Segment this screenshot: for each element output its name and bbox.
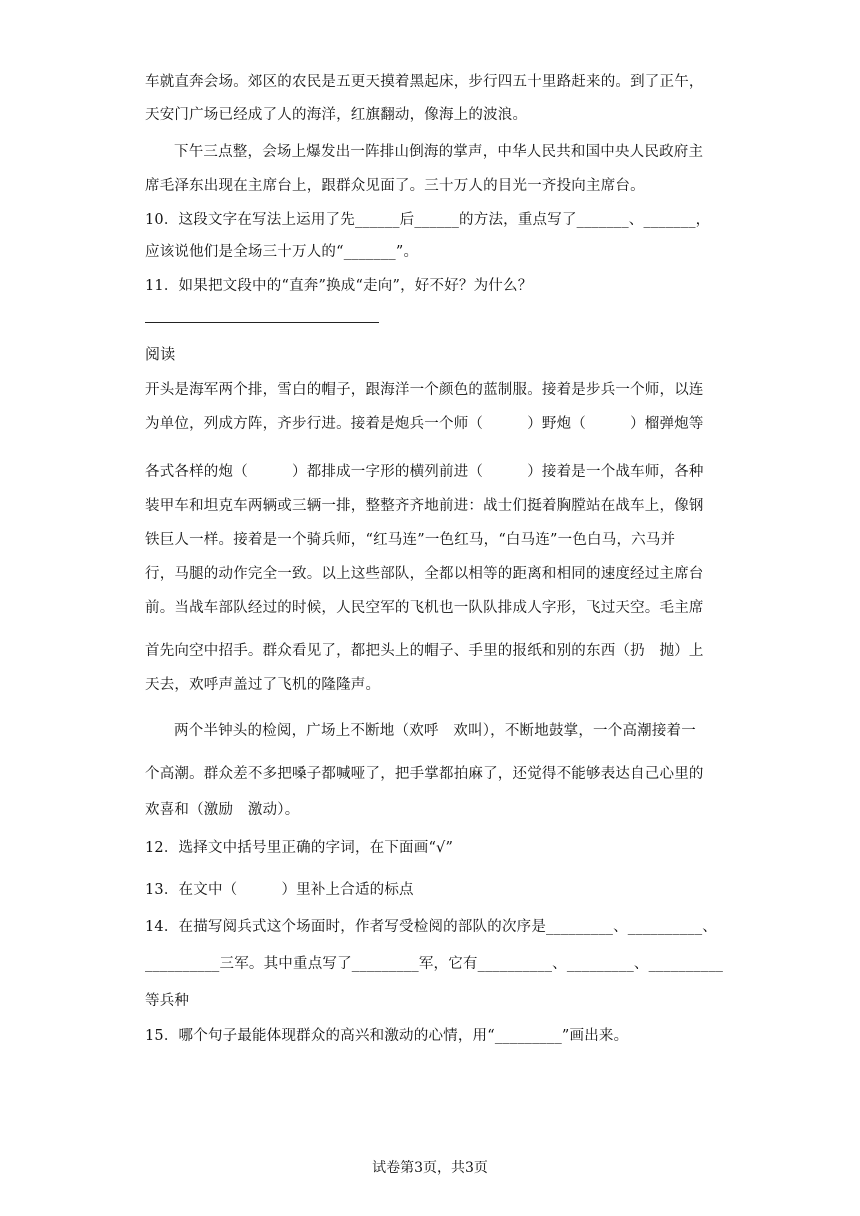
question-10-line-1: 10．这段文字在写法上运用了先______后______的方法，重点写了_______、_______， [145, 212, 711, 228]
reading-line: 首先向空中招手。群众看见了，都把头上的帽子、手里的报纸和别的东西（扔 抛）上 [145, 643, 704, 659]
passage-line: 车就直奔会场。郊区的农民是五更天摸着黑起床，步行四五十里路赶来的。到了正午， [145, 74, 704, 90]
reading-line: 开头是海军两个排，雪白的帽子，跟海洋一个颜色的蓝制服。接着是步兵一个师，以连 [145, 382, 704, 398]
reading-line: 两个半钟头的检阅，广场上不断地（欢呼 欢叫），不断地鼓掌，一个高潮接着一 [174, 723, 696, 739]
question-11: 11．如果把文段中的“直奔”换成“走向”，好不好？为什么？ [145, 278, 533, 294]
reading-heading: 阅读 [145, 345, 176, 363]
reading-line: 铁巨人一样。接着是一个骑兵师，“红马连”一色红马，“白马连”一色白马，六马并 [145, 532, 676, 548]
passage-line: 下午三点整，会场上爆发出一阵排山倒海的掌声，中华人民共和国中央人民政府主 [174, 144, 704, 160]
reading-line: 行，马腿的动作完全一致。以上这些部队，全都以相等的距离和相同的速度经过主席台 [145, 566, 704, 582]
question-13: 13．在文中（ ）里补上合适的标点 [145, 882, 414, 898]
reading-line: 为单位，列成方阵，齐步行进。接着是炮兵一个师（ ）野炮（ ）榴弹炮等 [145, 416, 704, 432]
reading-line: 装甲车和坦克车两辆或三辆一排，整整齐齐地前进：战士们挺着胸膛站在战车上，像钢 [145, 498, 704, 514]
question-15: 15．哪个句子最能体现群众的高兴和激动的心情，用“_________”画出来。 [145, 1028, 629, 1044]
page-number: 试卷第3页，共3页 [372, 1160, 488, 1176]
passage-line: 天安门广场已经成了人的海洋，红旗翻动，像海上的波浪。 [145, 107, 528, 123]
question-12: 12．选择文中括号里正确的字词，在下面画“√” [145, 840, 454, 856]
question-14-line-3: 等兵种 [145, 993, 190, 1009]
passage-line: 席毛泽东出现在主席台上，跟群众见面了。三十万人的目光一齐投向主席台。 [145, 178, 645, 194]
question-14-line-1: 14．在描写阅兵式这个场面时，作者写受检阅的部队的次序是_________、__________、 [145, 919, 717, 935]
reading-line: 各式各样的炮（ ）都排成一字形的横列前进（ ）接着是一个战车师，各种 [145, 464, 704, 480]
reading-line: 欢喜和（激励 激动）。 [145, 802, 300, 818]
reading-line: 天去，欢呼声盖过了飞机的隆隆声。 [145, 677, 381, 693]
reading-line: 前。当战车部队经过的时候，人民空军的飞机也一队队排成人字形，飞过天空。毛主席 [145, 600, 704, 616]
question-10-line-2: 应该说他们是全场三十万人的“_______”。 [145, 244, 419, 260]
answer-line [145, 322, 379, 323]
reading-line: 个高潮。群众差不多把嗓子都喊哑了，把手掌都拍麻了，还觉得不能够表达自己心里的 [145, 766, 704, 782]
question-14-line-2: __________三军。其中重点写了_________军，它有__________、_________、__________ [145, 956, 724, 972]
